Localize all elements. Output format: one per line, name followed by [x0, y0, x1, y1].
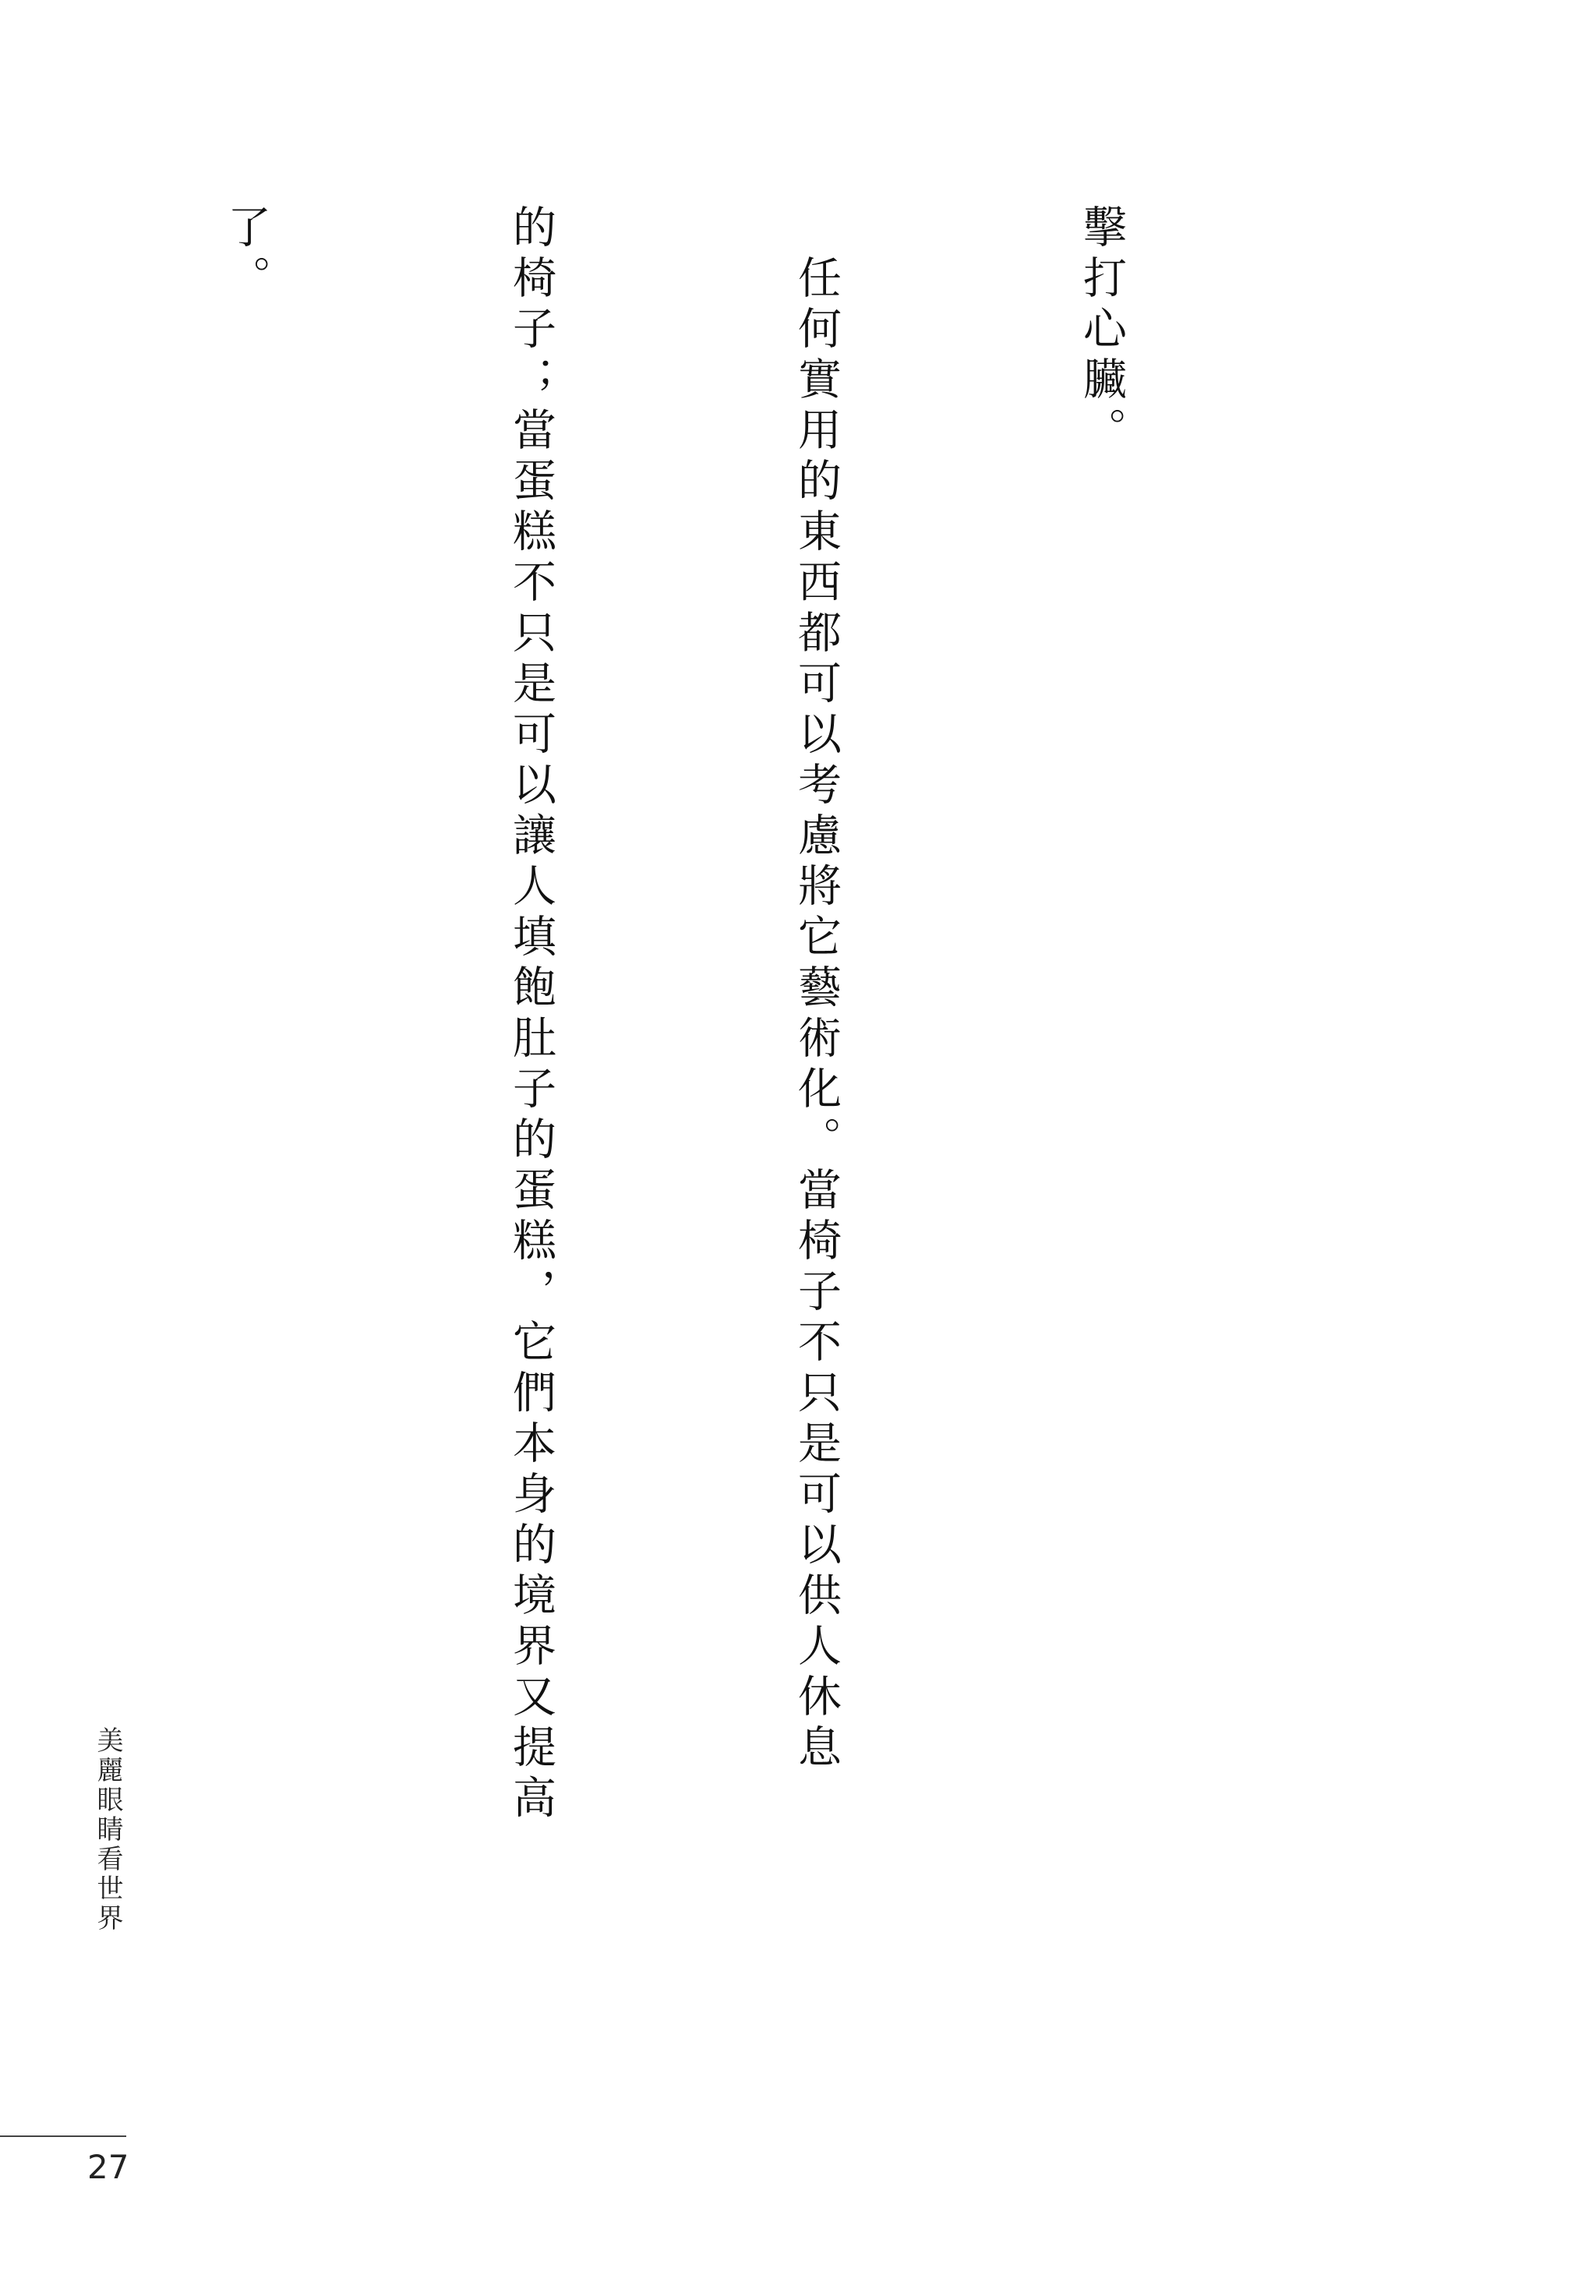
- text-line: 了。: [221, 204, 271, 306]
- text-line: 任何實用的東西都可以考慮將它藝術化。當椅子不只是可以供人休息: [791, 204, 842, 1775]
- body-text: [0, 204, 1339, 1942]
- page-number: 27: [87, 2148, 129, 2186]
- text-line: 擊打心臟。: [1076, 204, 1127, 457]
- text-line: 的椅子；當蛋糕不只是可以讓人填飽肚子的蛋糕，它們本身的境界又提高: [506, 204, 556, 1825]
- folio-divider: [0, 2135, 126, 2137]
- running-title: 美麗眼睛看世界: [92, 1726, 123, 1934]
- paragraph-gap: [0, 204, 8, 1942]
